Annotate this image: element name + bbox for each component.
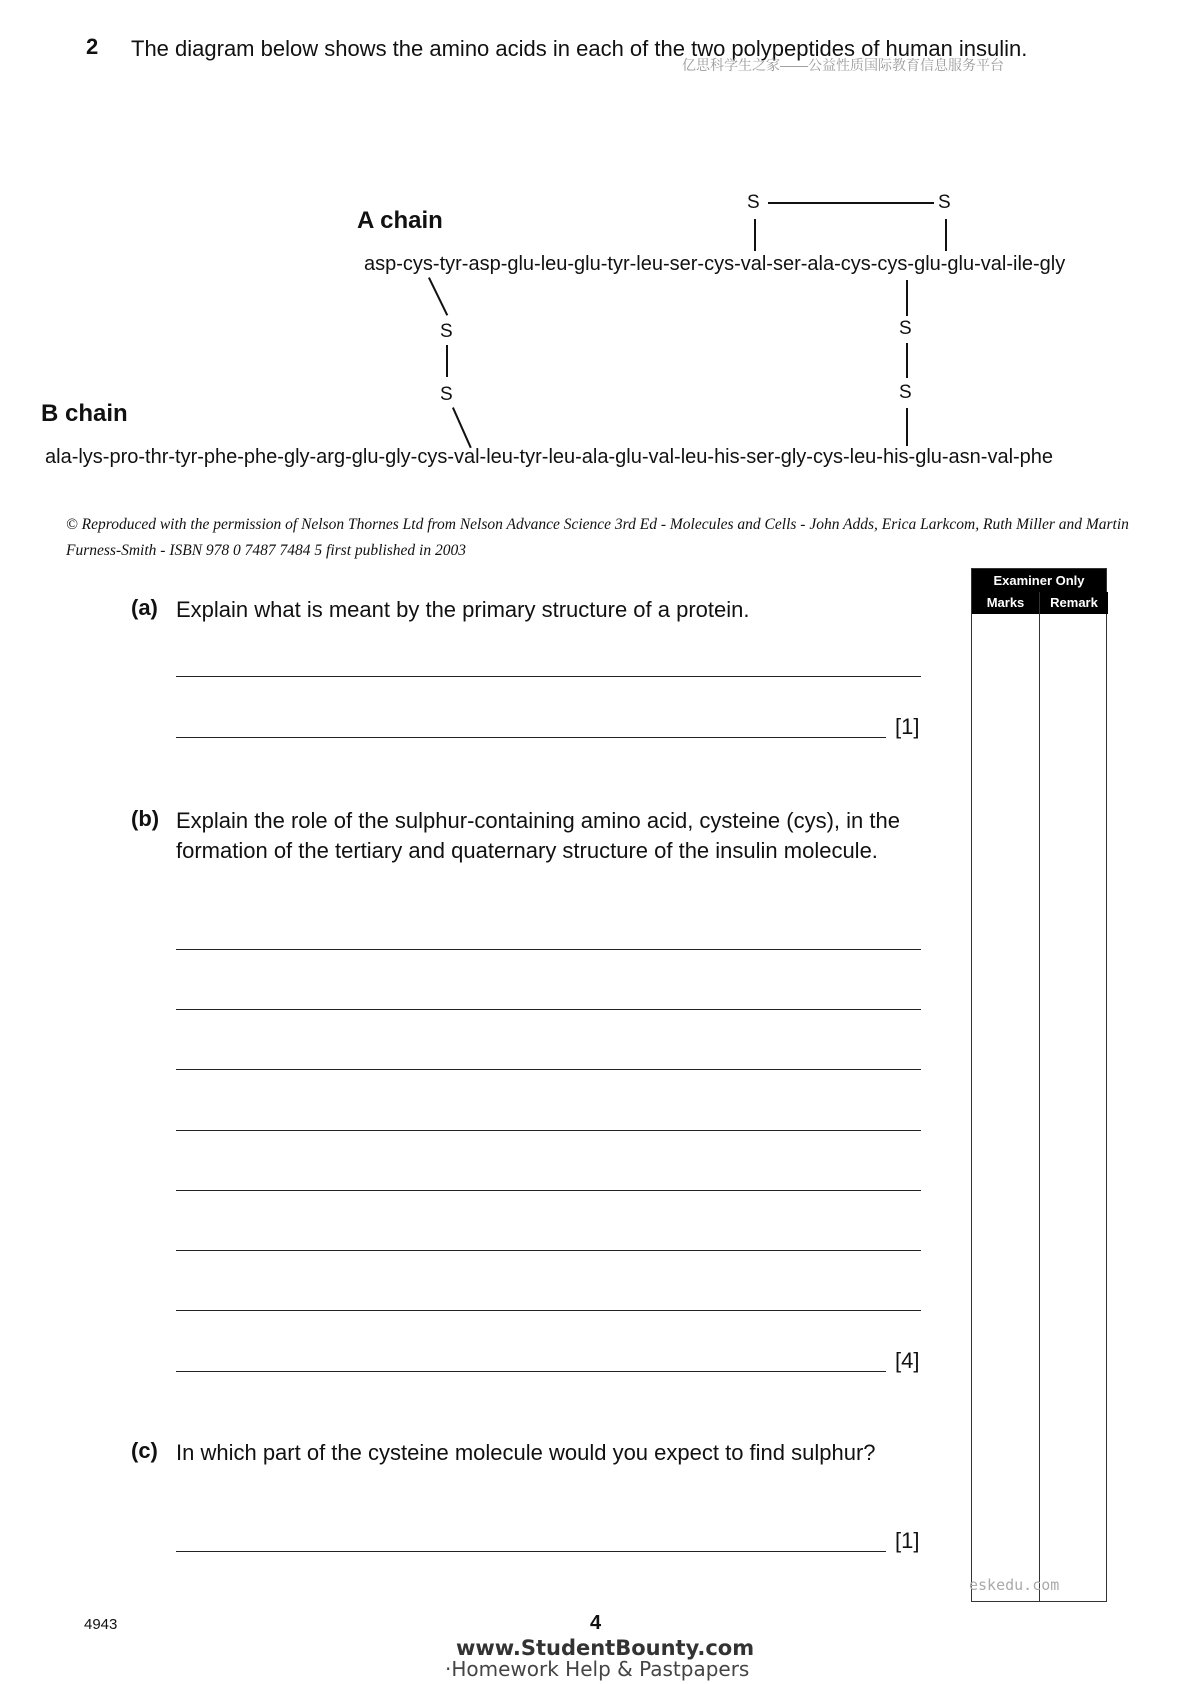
part-c-label: (c) (131, 1438, 158, 1463)
marks-column-header: Marks (972, 592, 1039, 614)
part-b-label: (b) (131, 806, 160, 831)
page-number: 4 (590, 1612, 602, 1634)
question-text: The diagram below shows the amino acids in each of the two polypeptides of human insulin. (131, 36, 1028, 61)
copyright-notice: © Reproduced with the permission of Nelson Thornes Ltd from Nelson Advance Science 3rd Ed - Molecules and Cells - John Adds, Erica Larkcom, Ruth Miller and Martin Furness-Smith - ISBN 978 0 7487 7484 5 first published in 2003 (66, 516, 1129, 559)
sulphur-atom: S (440, 321, 453, 342)
answer-line[interactable] (176, 676, 921, 677)
side-watermark: eskedu.com (969, 1576, 1060, 1594)
disulfide-bond-line (446, 345, 448, 377)
part-c-marks: [1] (895, 1528, 920, 1553)
part-a-marks: [1] (895, 714, 920, 739)
disulfide-bond-line (906, 343, 908, 378)
a-chain-sequence: asp-cys-tyr-asp-glu-leu-glu-tyr-leu-ser-cys-val-ser-ala-cys-cys-glu-glu-val-ile-gly (364, 253, 1066, 275)
answer-line[interactable] (176, 1250, 921, 1251)
answer-line[interactable] (176, 1551, 886, 1552)
sulphur-atom: S (938, 192, 951, 213)
question-number: 2 (86, 34, 99, 59)
studentbounty-site: www.StudentBounty.com (456, 1636, 755, 1660)
sulphur-atom: S (440, 384, 453, 405)
answer-line[interactable] (176, 1310, 921, 1311)
remark-column-header: Remark (1040, 592, 1108, 614)
answer-line[interactable] (176, 1009, 921, 1010)
part-a-question: Explain what is meant by the primary structure of a protein. (176, 597, 750, 622)
answer-line[interactable] (176, 1190, 921, 1191)
part-a-label: (a) (131, 595, 158, 620)
answer-line[interactable] (176, 1371, 886, 1372)
top-watermark: 亿思科学生之家——公益性质国际教育信息服务平台 (682, 57, 1004, 73)
answer-line[interactable] (176, 1069, 921, 1070)
answer-line[interactable] (176, 949, 921, 950)
bond-line (452, 407, 471, 448)
bond-line (754, 219, 756, 251)
a-chain-label: A chain (357, 207, 443, 234)
part-b-question: Explain the role of the sulphur-containing amino acid, cysteine (cys), in the formation of the tertiary and quaternary structure of the insulin molecule. (176, 808, 900, 863)
studentbounty-tagline: ·Homework Help & Pastpapers (445, 1657, 750, 1681)
sulphur-atom: S (899, 382, 912, 403)
answer-line[interactable] (176, 737, 886, 738)
b-chain-label: B chain (41, 400, 128, 427)
examiner-only-title: Examiner Only (972, 569, 1106, 592)
examiner-only-box (971, 568, 1107, 1602)
answer-line[interactable] (176, 1130, 921, 1131)
part-c-question: In which part of the cysteine molecule would you expect to find sulphur? (176, 1440, 876, 1465)
sulphur-atom: S (747, 192, 760, 213)
b-chain-sequence: ala-lys-pro-thr-tyr-phe-phe-gly-arg-glu-gly-cys-val-leu-tyr-leu-ala-glu-val-leu-his-ser-gly-cys-leu-his-glu-asn-val-phe (45, 446, 1054, 468)
disulfide-bond-line (768, 202, 934, 204)
bond-line (428, 277, 448, 315)
part-b-marks: [4] (895, 1348, 920, 1373)
column-divider (1039, 592, 1040, 1602)
bond-line (945, 219, 947, 251)
sulphur-atom: S (899, 318, 912, 339)
bond-line (906, 408, 908, 446)
paper-code: 4943 (84, 1616, 118, 1633)
bond-line (906, 280, 908, 316)
